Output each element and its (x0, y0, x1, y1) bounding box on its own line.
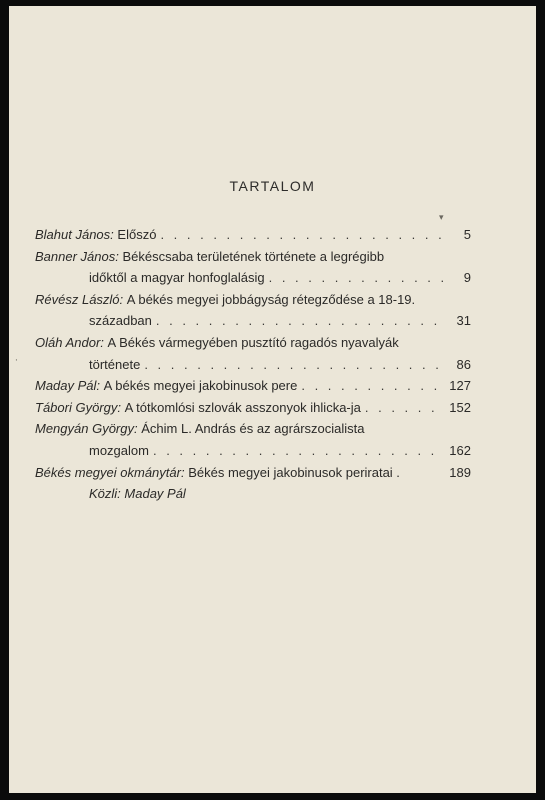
toc-entry-2-cont (35, 267, 471, 289)
toc-entry-7 (35, 418, 471, 440)
toc-entry-3-cont (35, 310, 471, 332)
faded-imprint (169, 646, 429, 676)
toc-entry-6 (35, 397, 471, 419)
entry-title: A békés megyei jakobinusok pere (103, 378, 298, 394)
entry-title: A tótkomlósi szlovák asszonyok ihlicka-ja (124, 399, 361, 415)
contents-title: TARTALOM (229, 178, 316, 194)
entry-page: 5 (463, 227, 471, 242)
entry-author: Maday Pál: (35, 378, 101, 394)
dot-leader (144, 354, 447, 376)
entry-title: A Békés vármegyében pusztító ragadós nyavalyák (107, 334, 399, 350)
entry-author: Tábori György: (35, 399, 121, 415)
book-page (9, 6, 536, 793)
entry-title-cont: története (89, 356, 141, 372)
toc-entry-3 (35, 289, 471, 311)
entry-title-cont: időktől a magyar honfoglalásig (89, 270, 265, 286)
entry-title-cont: mozgalom (89, 442, 149, 458)
toc-entry-7-cont (35, 440, 471, 462)
entry-page: 189 (449, 464, 471, 480)
dot-leader (153, 440, 445, 462)
entry-editor-note: Közli: Maday Pál (89, 486, 186, 502)
entry-title-cont: században (89, 313, 152, 329)
dot-leader (160, 224, 447, 246)
entry-author: Révész László: (35, 291, 124, 307)
entry-page: 152 (449, 399, 471, 415)
print-speck: ▾ (439, 213, 444, 223)
table-of-contents (35, 224, 471, 505)
toc-entry-4-cont (35, 354, 471, 376)
toc-entry-5 (35, 375, 471, 397)
dot-leader (301, 375, 445, 397)
toc-entry-4 (35, 332, 471, 354)
entry-author: Békés megyei okmánytár: (35, 464, 185, 480)
entry-author: Mengyán György: (35, 421, 138, 437)
entry-title: Békés megyei jakobinusok periratai . (188, 464, 400, 480)
print-speck: · (15, 356, 18, 366)
entry-title: Békéscsaba területének története a legrégibb (122, 248, 385, 264)
entry-page: 31 (456, 313, 471, 329)
entry-author: Blahut János: (35, 227, 114, 242)
entry-author: Oláh Andor: (35, 334, 104, 350)
entry-page: 162 (449, 442, 471, 458)
entry-title: Előszó (117, 227, 157, 242)
toc-entry-2 (35, 246, 471, 268)
dot-leader (156, 310, 447, 332)
entry-page: 9 (463, 270, 471, 286)
toc-entry-8 (35, 462, 471, 484)
toc-entry-8-note (35, 483, 471, 505)
dot-leader (269, 267, 447, 289)
entry-title: Áchim L. András és az agrárszocialista (141, 421, 365, 437)
entry-page: 86 (456, 356, 471, 372)
toc-entry-1 (35, 224, 471, 246)
entry-author: Banner János: (35, 248, 119, 264)
entry-title: A békés megyei jobbágyság rétegződése a 18-19. (126, 291, 416, 307)
entry-page: 127 (449, 378, 471, 394)
dot-leader (365, 397, 445, 419)
